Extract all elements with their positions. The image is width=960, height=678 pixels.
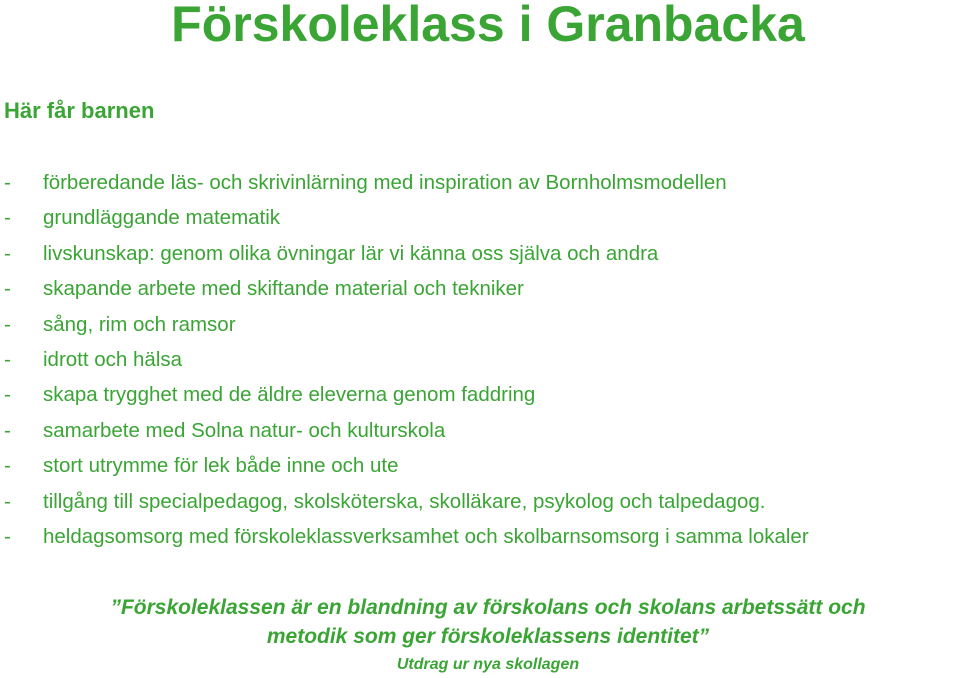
page-title: Förskoleklass i Granbacka [171, 0, 805, 52]
list-item-text: idrott och hälsa [43, 347, 183, 371]
list-dash: - [4, 312, 11, 336]
list-item-text: heldagsomsorg med förskoleklassverksamhet och skolbarnsomsorg i samma lokaler [43, 524, 809, 548]
list-dash: - [4, 171, 11, 194]
list-dash: - [4, 489, 11, 513]
quote [0, 593, 960, 651]
list-dash: - [4, 524, 11, 548]
list-item-text: livskunskap: genom olika övningar lär vi känna oss själva och andra [43, 241, 659, 265]
intro-heading: Här får barnen [4, 98, 155, 123]
list-item-text: stort utrymme för lek både inne och ute [43, 454, 399, 478]
quote-line: ”Förskoleklassen är en blandning av förskolans och skolans arbetssätt och [110, 596, 866, 619]
list-item-text: tillgång till specialpedagog, skolsköterska, skolläkare, psykolog och talpedagog. [43, 489, 766, 513]
list-item-text: förberedande läs- och skrivinlärning med inspiration av Bornholmsmodellen [43, 171, 727, 194]
list-dash: - [4, 241, 11, 265]
list-dash: - [4, 418, 11, 442]
list-item-text: sång, rim och ramsor [43, 312, 236, 336]
list-item-text: grundläggande matematik [43, 206, 281, 230]
quote-line: metodik som ger förskoleklassens identitet” [266, 625, 710, 648]
list-dash: - [4, 383, 11, 407]
list-item-text: samarbete med Solna natur- och kulturskola [43, 418, 446, 442]
list-dash: - [4, 206, 11, 230]
list-item-text: skapande arbete med skiftande material och tekniker [43, 277, 524, 301]
list-dash: - [4, 454, 11, 478]
quote-source: Utdrag ur nya skollagen [396, 656, 580, 673]
list-dash: - [4, 347, 11, 371]
list-dash: - [4, 277, 11, 301]
list-item-text: skapa trygghet med de äldre eleverna genom faddring [43, 383, 536, 407]
